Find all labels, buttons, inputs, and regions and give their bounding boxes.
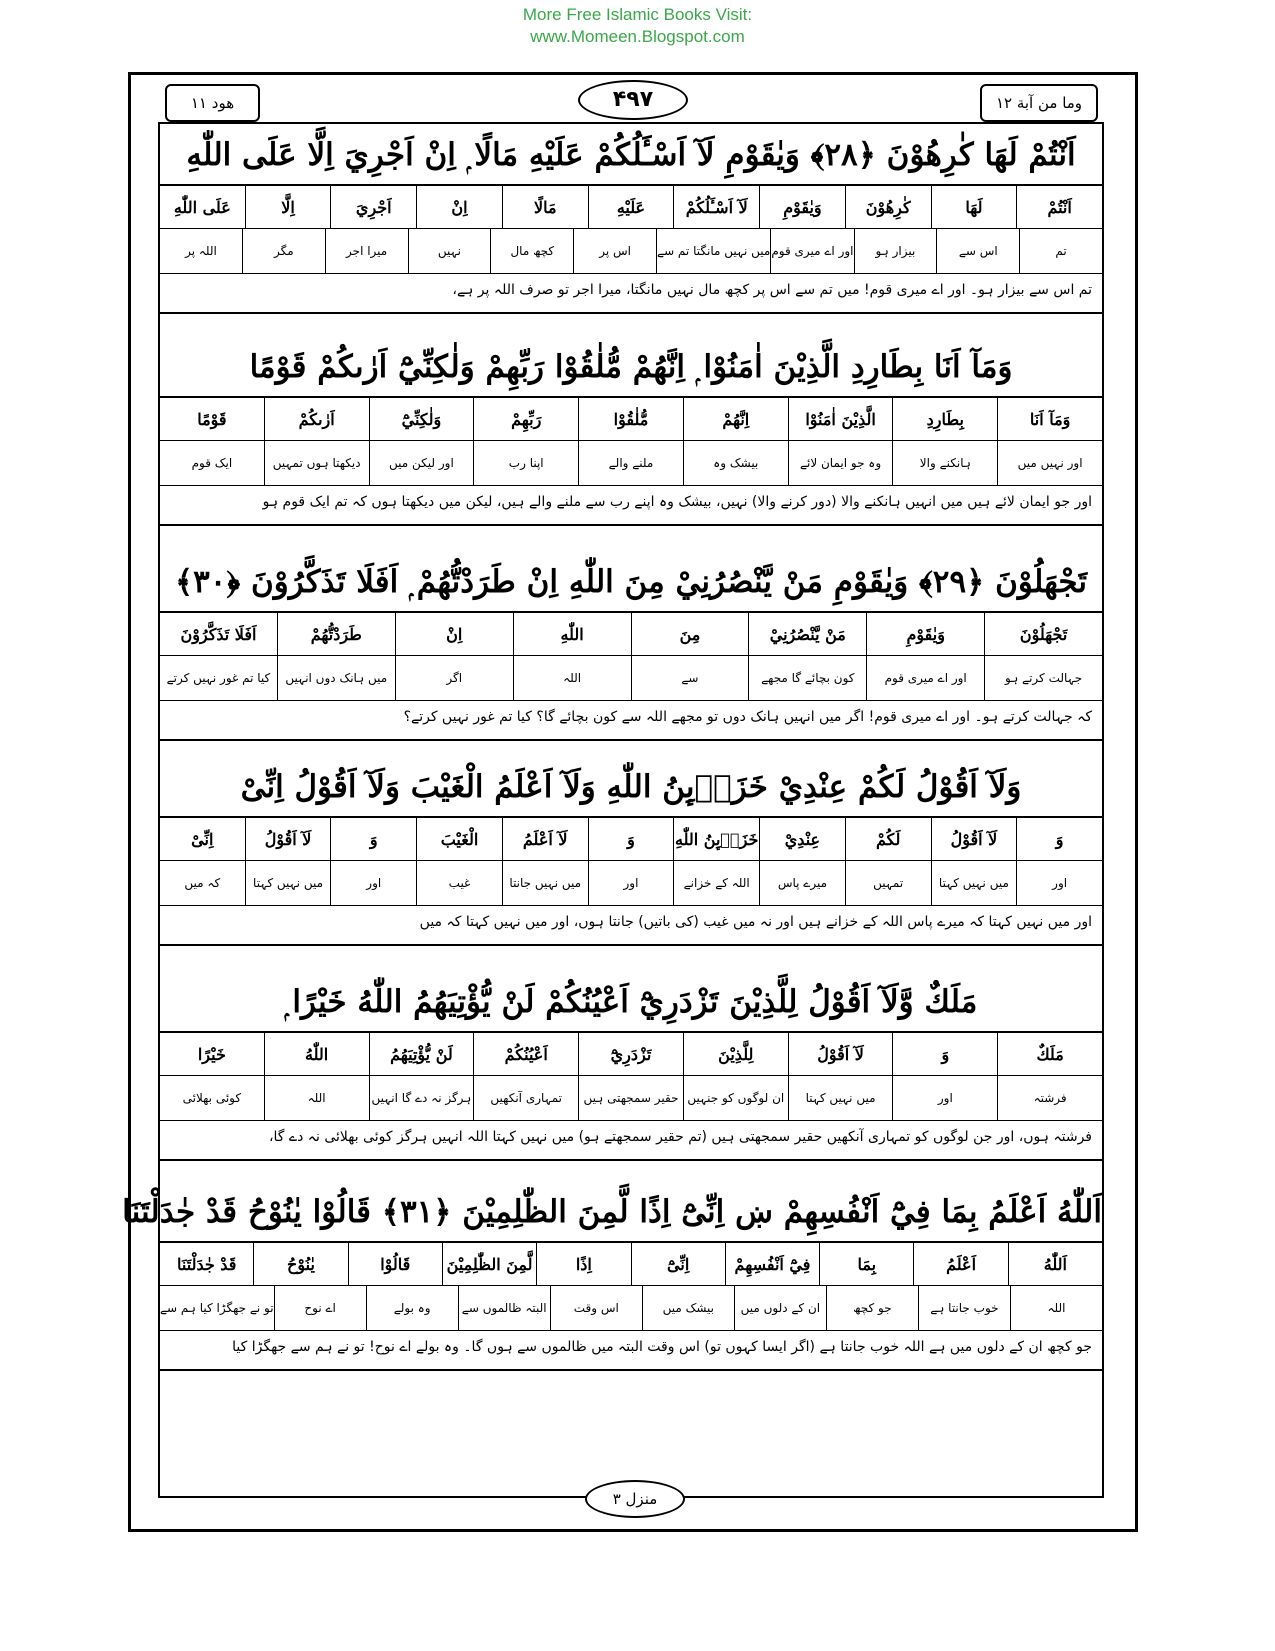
urdu-meaning-cell: کچھ مال [490,229,573,273]
arabic-word-cell: اَللّٰهُ [1008,1243,1102,1285]
urdu-meaning-cell: خوب جانتا ہے [918,1286,1010,1330]
arabic-word-cell: فِيْٓ اَنْفُسِهِمْ [725,1243,819,1285]
urdu-meaning-cell: البتہ ظالموں سے [458,1286,550,1330]
urdu-meaning-cell: میں نہیں کہتا [245,861,331,905]
arabic-word-cell: لَكُمْ [845,818,931,860]
arabic-word-cell: بِمَا [819,1243,913,1285]
word-grid-row [160,818,1102,861]
arabic-verse-line: تَجْهَلُوْنَ ﴿۲۹﴾ وَيٰقَوْمِ مَنْ يَّنْصُرُنِيْ مِنَ اللّٰهِ اِنْ طَرَدْتُّهُمْ ۭ اَفَلَا تَذَكَّرُوْنَ ﴿۳۰﴾ [160,555,1102,613]
urdu-meaning-cell: میرے پاس [759,861,845,905]
arabic-word-cell: لَآ اَسْـَٔلُكُمْ [673,186,759,228]
arabic-word-cell: اِنِّىْ [191,829,214,849]
arabic-word-cell: رَبِّهِمْ [473,398,578,440]
urdu-meaning-cell: کیا تم غور نہیں کرتے [166,671,271,685]
arabic-word-cell: خَزَاۗىِٕنُ اللّٰهِ [673,818,759,860]
arabic-word-cell: لَّمِنَ الظّٰلِمِيْنَ [442,1243,536,1285]
urdu-meaning-cell: اپنا رب [473,441,578,485]
urdu-meaning-cell: مگر [242,229,325,273]
urdu-meaning-cell: فرشتہ [997,1076,1102,1120]
urdu-meaning-cell: کوئی بھلائی [182,1091,242,1105]
arabic-word-cell: مَلَكٌ [997,1033,1102,1075]
urdu-meaning-cell: اور اے میری قوم [866,656,984,700]
urdu-meaning-cell: نہیں [408,229,491,273]
arabic-verse-line: وَلَآ اَقُوْلُ لَكُمْ عِنْدِيْ خَزَاۗىِٕنُ اللّٰهِ وَلَآ اَعْلَمُ الْغَيْبَ وَلَآ اَقُوْلُ اِنِّىْ [160,760,1102,818]
arabic-word-cell: قَوْمًا [197,409,227,429]
urdu-meaning-cell: اگر [395,656,513,700]
arabic-word-cell: لَآ اَقُوْلُ [931,818,1017,860]
header-juz-label: وما من آبة ۱۲ [980,84,1098,122]
urdu-translation-line: اور جو ایمان لائے ہیں میں انہیں ہانکنے والا (دور کرنے والا) نہیں، بیشک وہ اپنے رب سے ملنے والے ہیں، لیکن میں دیکھتا ہوں کہ تم ایک قوم ہو [160,486,1102,526]
urdu-meaning-cell: اللہ [264,1076,369,1120]
arabic-word-cell: اللّٰهُ [264,1033,369,1075]
urdu-meaning-cell: اللہ [1010,1286,1102,1330]
arabic-word-cell: اللّٰهِ [513,613,631,655]
urdu-meaning-cell: ہرگز نہ دے گا انہیں [369,1076,474,1120]
urdu-meaning-cell: وہ بولے [366,1286,458,1330]
promo-line-1: More Free Islamic Books Visit: [522,5,753,24]
arabic-word-cell: طَرَدْتُّهُمْ [277,613,395,655]
urdu-meaning-cell: میں نہیں مانگتا تم سے [656,229,770,273]
arabic-word-cell: اَعْيُنُكُمْ [473,1033,578,1075]
arabic-word-cell: مَالًا [502,186,588,228]
verse-section [160,340,1102,526]
urdu-meaning-cell: اور [588,861,674,905]
urdu-meaning-cell: دیکھتا ہوں تمہیں [264,441,369,485]
urdu-meaning-cell: کون بچائے گا مجھے [748,656,866,700]
urdu-meaning-cell: اے نوح [274,1286,366,1330]
urdu-meaning-cell: اس وقت [550,1286,642,1330]
urdu-meaning-cell: بیزار ہو [854,229,937,273]
urdu-meaning-cell: بیشک میں [642,1286,734,1330]
meaning-grid-row [160,861,1102,906]
verse-section [160,975,1102,1161]
urdu-meaning-cell: اور نہیں میں [997,441,1102,485]
page-number: ۴۹۷ [578,80,688,120]
arabic-verse-line: وَمَآ اَنَا بِطَارِدِ الَّذِيْنَ اٰمَنُوْا ۭ اِنَّهُمْ مُّلٰقُوْا رَبِّهِمْ وَلٰكِنِّيْٓ اَرٰىكُمْ قَوْمًا [160,340,1102,398]
manzil-label: منزل ۳ [585,1480,685,1518]
urdu-meaning-cell: اور لیکن میں [369,441,474,485]
arabic-verse-line: اَنْتُمْ لَهَا كٰرِهُوْنَ ﴿۲۸﴾ وَيٰقَوْمِ لَآ اَسْـَٔلُكُمْ عَلَيْهِ مَالًا ۭ اِنْ اَجْرِيَ اِلَّا عَلَى اللّٰهِ [160,128,1102,186]
word-grid-row [160,613,1102,656]
word-grid-row [160,186,1102,229]
urdu-meaning-cell: اللہ [513,656,631,700]
urdu-meaning-cell: حقیر سمجھتی ہیں [578,1076,683,1120]
word-grid-row [160,1033,1102,1076]
meaning-grid-row [160,1286,1102,1331]
verse-section [160,128,1102,314]
urdu-meaning-cell: میں ہانک دوں انہیں [277,656,395,700]
urdu-meaning-cell: میں نہیں جانتا [502,861,588,905]
meaning-grid-row [160,656,1102,701]
urdu-meaning-cell: اللہ پر [185,244,217,258]
urdu-translation-line: تم اس سے بیزار ہو۔ اور اے میری قوم! میں تم سے اس پر کچھ مال نہیں مانگتا، میرا اجر تو صرف اللہ پر ہے، [160,274,1102,314]
urdu-meaning-cell: ان لوگوں کو جنہیں [683,1076,788,1120]
arabic-word-cell: لَهَا [931,186,1017,228]
arabic-word-cell: لَنْ يُّؤْتِيَهُمُ [369,1033,474,1075]
arabic-word-cell: لَآ اَقُوْلُ [245,818,331,860]
arabic-word-cell: اَجْرِيَ [330,186,416,228]
promo-banner[interactable] [0,4,1275,48]
arabic-word-cell: بِطَارِدِ [892,398,997,440]
arabic-word-cell: مَنْ يَّنْصُرُنِيْ [748,613,866,655]
arabic-word-cell: مُّلٰقُوْا [578,398,683,440]
arabic-word-cell: يٰنُوْحُ [253,1243,347,1285]
urdu-meaning-cell: تم [1019,229,1102,273]
arabic-word-cell: وَلٰكِنِّيْٓ [369,398,474,440]
arabic-word-cell: تَجْهَلُوْنَ [984,613,1102,655]
urdu-meaning-cell: اور [892,1076,997,1120]
promo-link[interactable]: www.Momeen.Blogspot.com [530,27,745,46]
urdu-meaning-cell: جہالت کرتے ہو [984,656,1102,700]
arabic-word-cell: اِنِّىْٓ [631,1243,725,1285]
arabic-verse-line: اَللّٰهُ اَعْلَمُ بِمَا فِيْٓ اَنْفُسِهِمْ ښ اِنِّىْٓ اِذًا لَّمِنَ الظّٰلِمِيْنَ ﴿۳۱﴾ قَالُوْا يٰنُوْحُ قَدْ جٰدَلْتَنَا [160,1185,1102,1243]
meaning-grid-row [160,441,1102,486]
arabic-word-cell: تَزْدَرِيْٓ [578,1033,683,1075]
arabic-word-cell: وَيٰقَوْمِ [866,613,984,655]
urdu-meaning-cell: اور اے میری قوم [770,229,853,273]
urdu-meaning-cell: سے [631,656,749,700]
arabic-word-cell: عِنْدِيْ [759,818,845,860]
urdu-translation-line: اور میں نہیں کہتا کہ میرے پاس اللہ کے خزانے ہیں اور نہ میں غیب (کی باتیں) جانتا ہوں، اور میں نہیں کہتا کہ میں [160,906,1102,946]
urdu-meaning-cell: کہ میں [184,876,221,890]
arabic-word-cell: اَعْلَمُ [913,1243,1007,1285]
urdu-meaning-cell: اور [330,861,416,905]
urdu-meaning-cell: ہانکنے والا [892,441,997,485]
arabic-word-cell: وَ [1016,818,1102,860]
arabic-word-cell: وَمَآ اَنَا [997,398,1102,440]
arabic-word-cell: عَلَيْهِ [588,186,674,228]
arabic-word-cell: اِنَّهُمْ [683,398,788,440]
urdu-meaning-cell: غیب [416,861,502,905]
verse-section [122,1185,1102,1371]
arabic-word-cell: كٰرِهُوْنَ [845,186,931,228]
word-grid-row [160,1243,1102,1286]
arabic-word-cell: وَ [892,1033,997,1075]
arabic-word-cell: وَ [588,818,674,860]
header-surah-label: هود ۱۱ [165,84,260,122]
urdu-translation-line: جو کچھ ان کے دلوں میں ہے اللہ خوب جانتا ہے (اگر ایسا کہوں تو) اس وقت البتہ میں ظالموں سے ہوں گا۔ وہ بولے اے نوح! تو نے ہم سے جھگڑا کیا [160,1331,1102,1371]
arabic-word-cell: اَنْتُمْ [1016,186,1102,228]
arabic-word-cell: الَّذِيْنَ اٰمَنُوْا [788,398,893,440]
arabic-word-cell: اَرٰىكُمْ [264,398,369,440]
urdu-translation-line: کہ جہالت کرتے ہو۔ اور اے میری قوم! اگر میں انہیں ہانک دوں تو مجھے اللہ سے کون بچائے گا؟ کیا تم غور نہیں کرتے؟ [160,701,1102,741]
arabic-word-cell: الْغَيْبَ [416,818,502,860]
verse-section [160,555,1102,741]
arabic-word-cell: عَلَى اللّٰهِ [173,197,231,217]
urdu-meaning-cell: وہ جو ایمان لائے [788,441,893,485]
arabic-word-cell: وَيٰقَوْمِ [759,186,845,228]
arabic-word-cell: لَآ اَعْلَمُ [502,818,588,860]
urdu-meaning-cell: تمہاری آنکھیں [473,1076,578,1120]
urdu-translation-line: فرشتہ ہوں، اور جن لوگوں کو تمہاری آنکھیں حقیر سمجھتی ہیں (تم حقیر سمجھتے ہو) میں نہیں کہتا اللہ انہیں ہرگز کوئی بھلائی نہ دے گا، [160,1121,1102,1161]
arabic-word-cell: اِذًا [536,1243,630,1285]
arabic-word-cell: قَدْ جٰدَلْتَنَا [177,1254,237,1274]
urdu-meaning-cell: اور [1016,861,1102,905]
urdu-meaning-cell: اس پر [573,229,656,273]
urdu-meaning-cell: تو نے جھگڑا کیا ہم سے [159,1301,274,1315]
urdu-meaning-cell: میں نہیں کہتا [788,1076,893,1120]
arabic-word-cell: لِلَّذِيْنَ [683,1033,788,1075]
urdu-meaning-cell: ملنے والے [578,441,683,485]
urdu-meaning-cell: اللہ کے خزانے [673,861,759,905]
urdu-meaning-cell: جو کچھ [826,1286,918,1330]
arabic-word-cell: قَالُوْا [348,1243,442,1285]
urdu-meaning-cell: ایک قوم [191,456,233,470]
urdu-meaning-cell: میرا اجر [325,229,408,273]
urdu-meaning-cell: میں نہیں کہتا [931,861,1017,905]
verse-section [160,760,1102,946]
arabic-verse-line: مَلَكٌ وَّلَآ اَقُوْلُ لِلَّذِيْنَ تَزْدَرِيْٓ اَعْيُنُكُمْ لَنْ يُّؤْتِيَهُمُ اللّٰهُ خَيْرًا ۭ [160,975,1102,1033]
word-grid-row [160,398,1102,441]
arabic-word-cell: اِلَّا [245,186,331,228]
arabic-word-cell: خَيْرًا [197,1044,226,1064]
urdu-meaning-cell: اس سے [936,229,1019,273]
arabic-word-cell: اِنْ [416,186,502,228]
meaning-grid-row [160,1076,1102,1121]
meaning-grid-row [160,229,1102,274]
arabic-word-cell: لَآ اَقُوْلُ [788,1033,893,1075]
arabic-word-cell: مِنَ [631,613,749,655]
arabic-word-cell: وَ [330,818,416,860]
arabic-word-cell: اِنْ [395,613,513,655]
urdu-meaning-cell: تمہیں [845,861,931,905]
urdu-meaning-cell: ان کے دلوں میں [734,1286,826,1330]
urdu-meaning-cell: بیشک وہ [683,441,788,485]
arabic-word-cell: اَفَلَا تَذَكَّرُوْنَ [180,624,257,644]
